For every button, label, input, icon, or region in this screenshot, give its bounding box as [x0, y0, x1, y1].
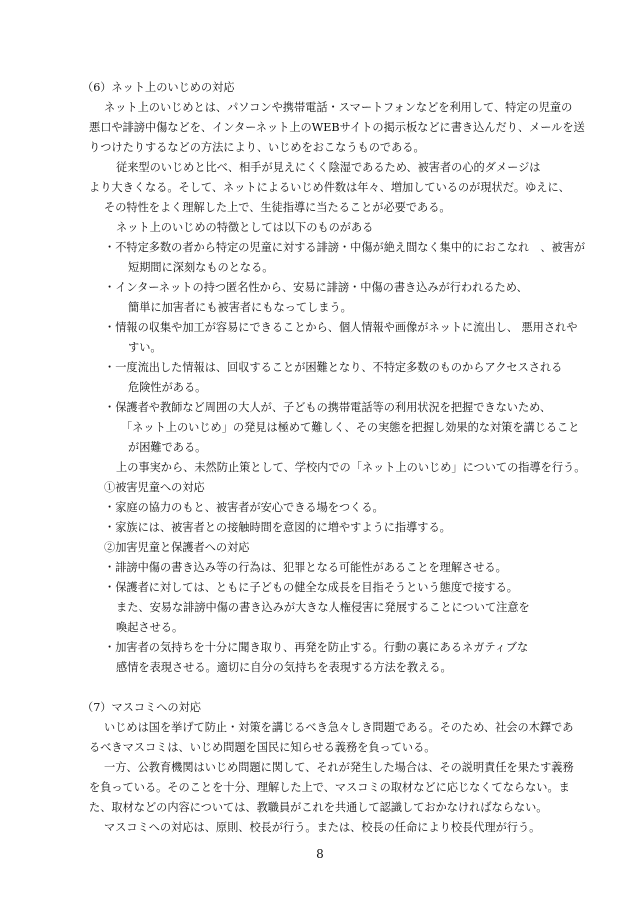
section6-para1-line2: 悪口や誹謗中傷などを、インターネット上のWEBサイトの掲示板などに書き込んだり、メールを送 [89, 121, 585, 134]
section7-para2-line1: 一方、公教育機関はいじめ問題に関して、それが発生した場合は、その説明責任を果たす義務 [104, 761, 574, 774]
section7-para1-line2: るべきマスコミは、いじめ問題を国民に知らせる義務を負っている。 [89, 741, 436, 754]
section6-para1-line3: りつけたりするなどの方法により、いじめをおこなうものである。 [89, 141, 425, 154]
section6-heading: （6）ネット上のいじめの対応 [82, 81, 235, 94]
section7-para2-line3: た、取材などの内容については、教職員がこれを共通して認識しておかなければならない。 [89, 801, 548, 814]
features-intro: ネット上のいじめの特徴としては以下のものがある [116, 221, 374, 234]
offender-item-3-line2: 感情を表現させる。適切に自分の気持ちを表現する方法を教える。 [116, 661, 452, 674]
feature-4-line2: 危険性がある。 [128, 381, 207, 394]
feature-3-line1: ・情報の収集や加工が容易にできることから、個人情報や画像がネットに流出し、 悪用されや [104, 321, 578, 334]
offender-item-2-line1: ・保護者に対しては、ともに子どもの健全な成長を目指そうという態度で接する。 [104, 581, 518, 594]
feature-5-line3: が困難である。 [128, 441, 207, 454]
offender-item-2-line3: 喚起させる。 [116, 621, 184, 634]
section6-conclusion: 上の事実から、未然防止策として、学校内での「ネット上のいじめ」についての指導を行う。 [116, 461, 586, 474]
feature-3-line2: すい。 [128, 341, 162, 354]
offender-heading: ②加害児童と保護者への対応 [104, 541, 250, 554]
section7-para2-line2: を負っている。そのことを十分、理解した上で、マスコミの取材などに応じなくてならない。ま [89, 781, 570, 794]
feature-1-line1: ・不特定多数の者から特定の児童に対する誹謗・中傷が絶え間なく集中的におこなれ 、被害が [104, 241, 586, 254]
section6-para2-line1: 従来型のいじめと比べ、相手が見えにくく陰湿であるため、被害者の心的ダメージは [116, 161, 541, 174]
victim-item-1: ・家庭の協力のもと、被害者が安心できる場をつくる。 [104, 501, 384, 514]
section7-heading: （7）マスコミへの対応 [82, 701, 201, 714]
victim-heading: ①被害児童への対応 [104, 481, 205, 494]
feature-1-line2: 短期間に深刻なものとなる。 [128, 261, 274, 274]
feature-5-line1: ・保護者や教師など周囲の大人が、子どもの携帯電話等の利用状況を把握できないため、 [104, 401, 552, 414]
feature-2-line2: 簡単に加害者にも被害者にもなってしまう。 [128, 301, 352, 314]
section7-para3: マスコミへの対応は、原則、校長が行う。または、校長の任命により校長代理が行う。 [104, 821, 541, 834]
section7-para1-line1: いじめは国を挙げて防止・対策を講じるべき急々しき問題である。そのため、社会の木鐸であ [104, 721, 574, 734]
offender-item-1: ・誹謗中傷の書き込み等の行為は、犯罪となる可能性があることを理解させる。 [104, 561, 507, 574]
section6-para1-line1: ネット上のいじめとは、パソコンや携帯電話・スマートフォンなどを利用して、特定の児童の [104, 101, 573, 114]
feature-5-line2: 「ネット上のいじめ」の発見は極めて難しく、その実態を把握し効果的な対策を講じること [121, 421, 580, 434]
section6-para2-line2: より大きくなる。そして、ネットによるいじめ件数は年々、増加しているのが現状だ。ゆえに、 [89, 181, 570, 194]
victim-item-2: ・家族には、被害者との接触時間を意図的に増やすように指導する。 [104, 521, 451, 534]
feature-4-line1: ・一度流出した情報は、回収することが困難となり、不特定多数のものからアクセスされる [104, 361, 563, 374]
offender-item-2-line2: また、安易な誹謗中傷の書き込みが大きな人権侵害に発展することについて注意を [116, 601, 530, 614]
section6-para2-line3: その特性をよく理解した上で、生徒指導に当たることが必要である。 [104, 201, 451, 214]
offender-item-3-line1: ・加害者の気持ちを十分に聞き取り、再発を防止する。行動の裏にあるネガティブな [104, 641, 529, 654]
page-number: 8 [316, 847, 324, 861]
feature-2-line1: ・インターネットの持つ匿名性から、安易に誹謗・中傷の書き込みが行われるため、 [104, 281, 528, 294]
